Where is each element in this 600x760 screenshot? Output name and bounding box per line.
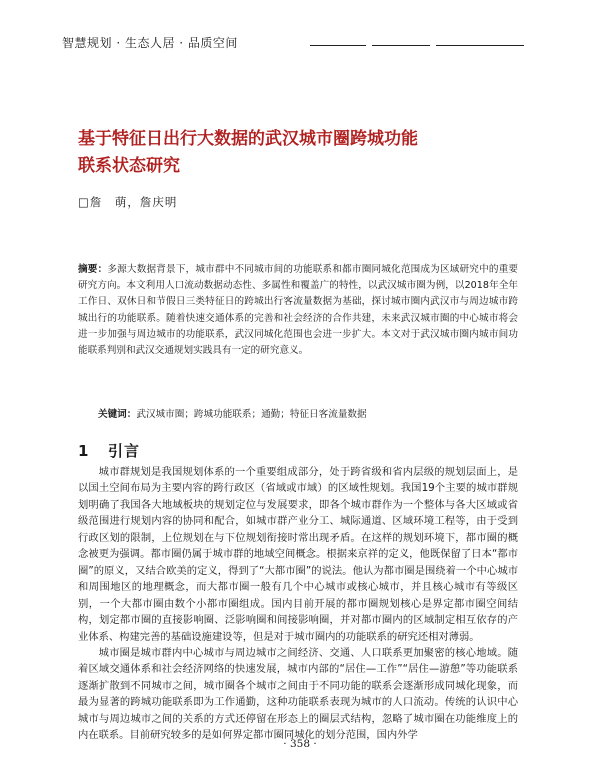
article-title bbox=[78, 126, 518, 180]
title-line-1: 基于特征日出行大数据的武汉城市圈跨城功能 bbox=[78, 129, 418, 149]
header-rule bbox=[310, 45, 524, 46]
keywords-text: 武汉城市圈；跨城功能联系；通勤；特征日客流量数据 bbox=[136, 409, 367, 420]
authors: □詹 萌，詹庆明 bbox=[78, 195, 178, 209]
section-number: 1 bbox=[78, 442, 90, 460]
keywords-label: 关键词： bbox=[98, 409, 137, 420]
body-text bbox=[78, 464, 518, 744]
paragraph-1: 城市群规划是我国规划体系的一个重要组成部分，处于跨省级和省内层级的规划层面上，是以国土空间布局为主要内容的跨行政区（省域或市域）的区域性规划。我国19个主要的城市群规划明确了我国各大地域板块的规划定位与发展要求，即各个城市群作为一个整体与各大区域或省级范围进行规划内容的协同和配合，如城市群产业分工、城际通道、区域环境工程等，由于受到行政区划的限制，上位规划在与下位规划衔接时常出现矛盾。在这样的规划环境下，都市圈的概念被更为强调。都市圈仍属于城市群的地域空间概念。根据来京祥的定义，他既保留了日本“都市圈”的原义，又结合欧美的定义，得到了“大都市圈”的说法。他认为都市圈是围绕着一个中心城市和周围地区的地理概念，而大都市圈一般有几个中心城市或核心城市，并且核心城市有等级区别，一个大都市圈由数个小都市圈组成。国内目前开展的都市圈规划核心是界定都市圈空间结构，划定都市圈的直接影响圈、泛影响圈和间接影响圈，并对都市圈内的区域制定相互依存的产业体系、构建完善的基础设施建设等，但是对于城市圈内的功能联系的研究还相对薄弱。 bbox=[78, 466, 518, 643]
running-header bbox=[62, 34, 524, 54]
section-heading bbox=[78, 440, 140, 461]
abstract bbox=[78, 262, 518, 359]
abstract-text: 多源大数据背景下，城市群中不同城市间的功能联系和都市圈同城化范围成为区域研究中的重要研究方向。本文利用人口流动数据动态性、多属性和覆盖广的特性，以武汉城市圈为例，以2018年全年工作日、双休日和节假日三类特征日的跨城出行客流量数据为基础，探讨城市圈内武汉市与周边城市跨城出行的功能联系。随着快速交通体系的完善和社会经济的合作共建，未来武汉城市圈的中心城市将会进一步加强与周边城市的功能联系，武汉同城化范围也会进一步扩大。本文对于武汉城市圈内城市间功能联系判别和武汉交通规划实践具有一定的研究意义。 bbox=[78, 264, 519, 357]
keywords bbox=[98, 406, 518, 420]
paragraph-2: 城市圈是城市群内中心城市与周边城市之间经济、交通、人口联系更加聚密的核心地域。随着区域交通体系和社会经济网络的快速发展，城市内部的“居住—工作”“居住—游憩”等功能联系逐渐扩散到不同城市之间，城市圈各个城市之间由于不同功能的联系会逐渐形成同城化现象，而最为显著的跨城功能联系即为工作通勤，这种功能联系表现为城市的人口流动。传统的认识中心城市与周边城市之间的关系的方式还停留在形态上的圈层式结构，忽略了城市圈在功能维度上的内在联系。目前研究较多的是如何界定都市圈同城化的划分范围，国内外学 bbox=[78, 646, 518, 742]
page-number: · 358 · bbox=[283, 738, 317, 750]
abstract-label: 摘要： bbox=[78, 264, 108, 275]
title-line-2: 联系状态研究 bbox=[78, 156, 180, 176]
section-title: 引言 bbox=[108, 442, 141, 460]
header-text: 智慧规划 · 生态人居 · 品质空间 bbox=[62, 36, 238, 50]
